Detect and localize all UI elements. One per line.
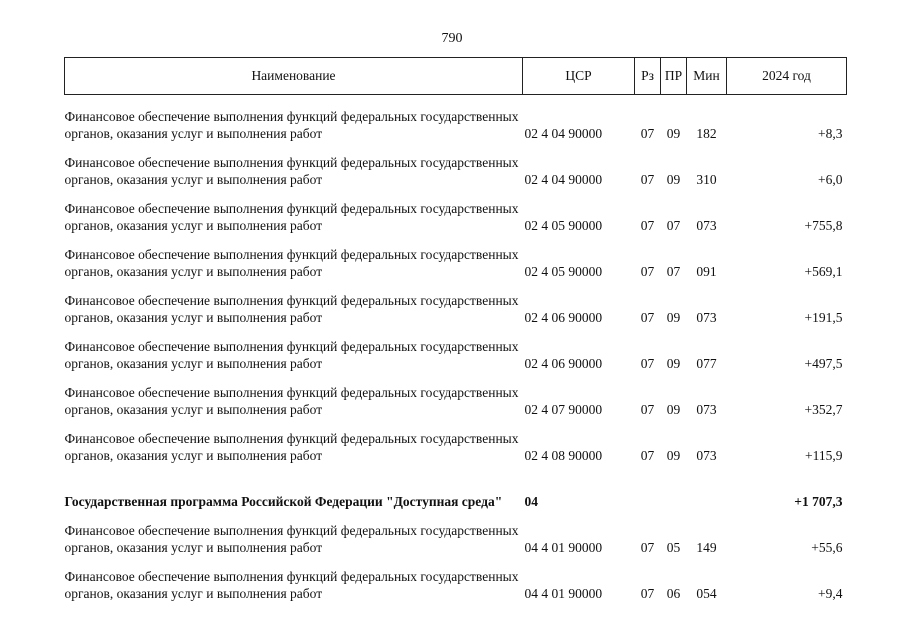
cell-pr: 09 — [666, 171, 681, 187]
row-name-text: Финансовое обеспечение выполнения функций федеральных государственных органов, оказания услуг и выполнения работ — [64, 384, 519, 417]
cell-min: 077 — [696, 355, 717, 371]
cell-min: 310 — [696, 171, 717, 187]
cell-rz: 07 — [640, 171, 655, 187]
cell-rz: 07 — [640, 401, 655, 417]
header-csr: ЦСР — [523, 58, 635, 95]
table-row — [65, 145, 847, 191]
cell-name — [65, 237, 523, 283]
row-name-text: Финансовое обеспечение выполнения функций федеральных государственных органов, оказания услуг и выполнения работ — [64, 246, 519, 279]
cell-name — [65, 375, 523, 421]
cell-min: 073 — [696, 401, 717, 417]
cell-amount: +9,4 — [818, 585, 843, 601]
cell-csr: 02 4 06 90000 — [524, 309, 603, 325]
row-name-text: Финансовое обеспечение выполнения функций федеральных государственных органов, оказания услуг и выполнения работ — [64, 200, 519, 233]
cell-amount: +8,3 — [818, 125, 843, 141]
table-header — [65, 58, 847, 95]
cell-name — [65, 467, 523, 513]
table-row — [65, 467, 847, 513]
cell-name — [65, 145, 523, 191]
header-min: Мин — [687, 58, 727, 95]
header-pr: ПР — [661, 58, 687, 95]
cell-min — [687, 467, 727, 513]
cell-csr: 02 4 05 90000 — [524, 217, 603, 233]
cell-pr: 09 — [666, 447, 681, 463]
cell-amount: +1 707,3 — [794, 493, 843, 509]
row-name-text: Финансовое обеспечение выполнения функций федеральных государственных органов, оказания услуг и выполнения работ — [64, 292, 519, 325]
row-name-text: Государственная программа Российской Федерации "Доступная среда" — [64, 493, 503, 509]
table-row — [65, 513, 847, 559]
header-rz: Рз — [635, 58, 661, 95]
cell-pr: 06 — [666, 585, 681, 601]
table-row — [65, 237, 847, 283]
cell-name — [65, 191, 523, 237]
cell-amount: +352,7 — [804, 401, 843, 417]
row-name-text: Финансовое обеспечение выполнения функций федеральных государственных органов, оказания услуг и выполнения работ — [64, 108, 519, 141]
cell-pr: 07 — [666, 263, 681, 279]
cell-name — [65, 559, 523, 605]
page-number: 790 — [441, 31, 463, 46]
cell-name — [65, 283, 523, 329]
cell-min: 182 — [696, 125, 717, 141]
cell-name — [65, 513, 523, 559]
cell-csr: 02 4 04 90000 — [524, 171, 603, 187]
budget-table — [64, 57, 847, 605]
cell-rz: 07 — [640, 217, 655, 233]
cell-pr: 05 — [666, 539, 681, 555]
cell-amount: +115,9 — [805, 447, 843, 463]
table-row — [65, 329, 847, 375]
cell-csr: 04 4 01 90000 — [524, 585, 603, 601]
cell-rz: 07 — [640, 125, 655, 141]
cell-csr: 04 4 01 90000 — [524, 539, 603, 555]
cell-min: 149 — [696, 539, 717, 555]
table-row — [65, 421, 847, 467]
cell-rz: 07 — [640, 585, 655, 601]
table-row — [65, 283, 847, 329]
table-body — [65, 95, 847, 605]
cell-rz: 07 — [640, 355, 655, 371]
table-row — [65, 191, 847, 237]
cell-rz: 07 — [640, 309, 655, 325]
row-name-text: Финансовое обеспечение выполнения функций федеральных государственных органов, оказания услуг и выполнения работ — [64, 430, 519, 463]
cell-csr: 02 4 05 90000 — [524, 263, 603, 279]
header-row — [65, 58, 847, 95]
cell-rz: 07 — [640, 539, 655, 555]
row-name-text: Финансовое обеспечение выполнения функций федеральных государственных органов, оказания услуг и выполнения работ — [64, 154, 519, 187]
cell-amount: +569,1 — [804, 263, 843, 279]
cell-csr: 02 4 08 90000 — [524, 447, 603, 463]
cell-csr: 02 4 07 90000 — [524, 401, 603, 417]
cell-pr: 09 — [666, 401, 681, 417]
table-row — [65, 559, 847, 605]
cell-rz — [635, 467, 661, 513]
cell-amount: +497,5 — [804, 355, 843, 371]
row-name-text: Финансовое обеспечение выполнения функций федеральных государственных органов, оказания услуг и выполнения работ — [64, 338, 519, 371]
cell-csr: 04 — [524, 493, 538, 509]
cell-csr: 02 4 04 90000 — [524, 125, 603, 141]
cell-rz: 07 — [640, 447, 655, 463]
row-name-text: Финансовое обеспечение выполнения функций федеральных государственных органов, оказания услуг и выполнения работ — [64, 522, 519, 555]
cell-pr: 09 — [666, 309, 681, 325]
cell-min: 091 — [696, 263, 717, 279]
row-name-text: Финансовое обеспечение выполнения функций федеральных государственных органов, оказания услуг и выполнения работ — [64, 568, 519, 601]
cell-name — [65, 329, 523, 375]
cell-pr: 09 — [666, 125, 681, 141]
cell-pr: 07 — [666, 217, 681, 233]
cell-name — [65, 95, 523, 145]
cell-min: 073 — [696, 309, 717, 325]
header-name: Наименование — [65, 58, 523, 95]
cell-csr: 02 4 06 90000 — [524, 355, 603, 371]
cell-amount: +55,6 — [811, 539, 843, 555]
cell-rz: 07 — [640, 263, 655, 279]
cell-min: 054 — [696, 585, 717, 601]
cell-amount: +755,8 — [804, 217, 843, 233]
cell-amount: +6,0 — [818, 171, 843, 187]
cell-amount: +191,5 — [804, 309, 843, 325]
cell-min: 073 — [696, 217, 717, 233]
header-year: 2024 год — [727, 58, 847, 95]
cell-min: 073 — [696, 447, 717, 463]
cell-pr: 09 — [666, 355, 681, 371]
cell-pr — [661, 467, 687, 513]
table-row — [65, 375, 847, 421]
cell-name — [65, 421, 523, 467]
table-row — [65, 95, 847, 145]
